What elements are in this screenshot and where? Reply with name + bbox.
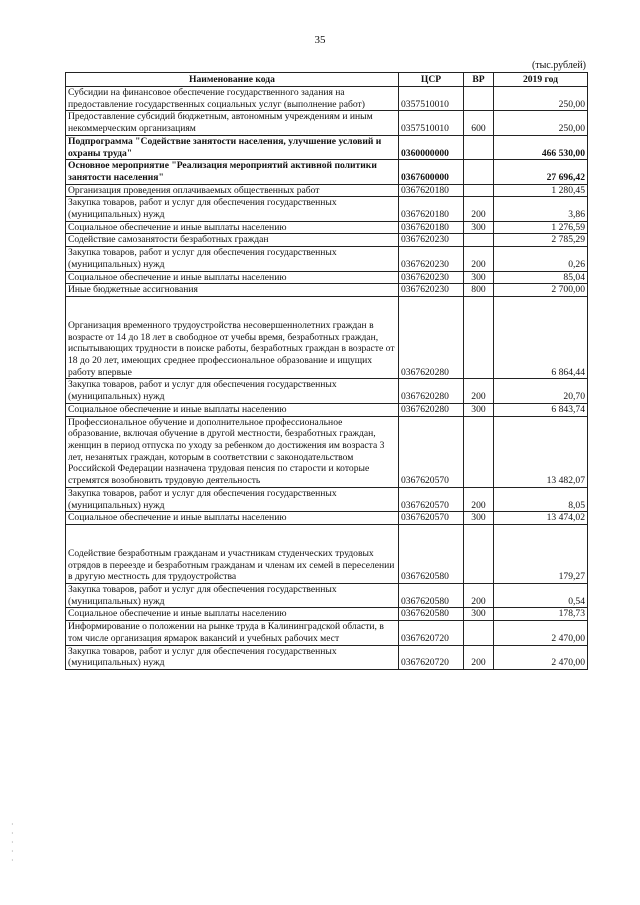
- cell-name: [66, 379, 399, 403]
- cell-vr: [464, 184, 494, 197]
- cell-csr: 0367620180: [399, 197, 464, 221]
- table-row: [66, 403, 588, 416]
- cell-csr: 0367620230: [399, 247, 464, 271]
- header-csr: ЦСР: [399, 73, 464, 87]
- cell-csr: 0367620580: [399, 524, 464, 583]
- cell-vr: [464, 416, 494, 487]
- cell-name: [66, 608, 399, 621]
- cell-csr: 0367620230: [399, 234, 464, 247]
- cell-name: [66, 184, 399, 197]
- cell-vr: 200: [464, 584, 494, 608]
- cell-csr: 0367620230: [399, 271, 464, 284]
- cell-name-text: Организация проведения оплачиваемых общественных работ: [68, 184, 320, 196]
- cell-vr: 300: [464, 221, 494, 234]
- cell-csr: 0367620570: [399, 512, 464, 525]
- cell-vr: [464, 160, 494, 184]
- cell-vr: [464, 296, 494, 379]
- header-vr: ВР: [464, 73, 494, 87]
- cell-vr: [464, 135, 494, 159]
- table-row: [66, 296, 588, 379]
- cell-sum: 3,86: [494, 197, 588, 221]
- cell-vr: 200: [464, 197, 494, 221]
- cell-sum: 85,04: [494, 271, 588, 284]
- cell-csr: 0367620570: [399, 487, 464, 511]
- cell-vr: 200: [464, 487, 494, 511]
- cell-vr: 800: [464, 284, 494, 297]
- table-row: [66, 645, 588, 669]
- table-row: [66, 135, 588, 159]
- cell-name: [66, 111, 399, 135]
- table-row: [66, 197, 588, 221]
- cell-sum: 250,00: [494, 87, 588, 111]
- budget-table: [65, 72, 588, 670]
- table-row: [66, 221, 588, 234]
- cell-name-text: Предоставление субсидий бюджетным, автономным учреждениям и иным некоммерческим организациям: [68, 111, 373, 135]
- table-header: [66, 73, 588, 87]
- cell-name-text: Социальное обеспечение и иные выплаты населению: [68, 403, 287, 415]
- cell-vr: 300: [464, 403, 494, 416]
- cell-csr: 0367620720: [399, 621, 464, 645]
- table-row: [66, 111, 588, 135]
- cell-name: [66, 416, 399, 487]
- cell-name: [66, 584, 399, 608]
- table-row: [66, 234, 588, 247]
- cell-sum: 6 864,44: [494, 296, 588, 379]
- cell-name: [66, 197, 399, 221]
- cell-name-text: Социальное обеспечение и иные выплаты населению: [68, 221, 287, 233]
- cell-name-text: Закупка товаров, работ и услуг для обеспечения государственных (муниципальных) нужд: [68, 487, 337, 511]
- cell-sum: 179,27: [494, 524, 588, 583]
- cell-sum: 2 470,00: [494, 621, 588, 645]
- cell-name-text: Иные бюджетные ассигнования: [68, 284, 198, 296]
- cell-name-text: Закупка товаров, работ и услуг для обеспечения государственных (муниципальных) нужд: [68, 379, 337, 403]
- cell-csr: 0357510010: [399, 87, 464, 111]
- cell-name-text: Закупка товаров, работ и услуг для обеспечения государственных (муниципальных) нужд: [68, 247, 337, 270]
- table-body: [66, 87, 588, 670]
- header-year: 2019 год: [494, 73, 588, 87]
- header-name: Наименование кода: [66, 73, 399, 87]
- cell-name: [66, 487, 399, 511]
- cell-name-text: Социальное обеспечение и иные выплаты населению: [68, 271, 287, 283]
- cell-sum: 466 530,00: [494, 135, 588, 159]
- cell-name: [66, 512, 399, 525]
- units-label: (тыс.рублей): [531, 60, 586, 71]
- cell-csr: 0367620180: [399, 221, 464, 234]
- table-row: [66, 608, 588, 621]
- cell-name-text: Основное мероприятие "Реализация мероприятий активной политики занятости населения": [68, 160, 377, 183]
- cell-sum: 13 474,02: [494, 512, 588, 525]
- cell-name-text: Социальное обеспечение и иные выплаты населению: [68, 608, 287, 620]
- cell-name: [66, 524, 399, 583]
- cell-csr: 0367620180: [399, 184, 464, 197]
- table-row: [66, 621, 588, 645]
- cell-csr: 0367600000: [399, 160, 464, 184]
- cell-vr: 300: [464, 271, 494, 284]
- table-row: [66, 284, 588, 297]
- cell-name-text: Закупка товаров, работ и услуг для обеспечения государственных (муниципальных) нужд: [68, 584, 337, 607]
- cell-csr: 0367620280: [399, 403, 464, 416]
- table-row: [66, 524, 588, 583]
- cell-csr: 0367620720: [399, 645, 464, 669]
- cell-vr: [464, 621, 494, 645]
- cell-vr: 200: [464, 379, 494, 403]
- cell-csr: 0357510010: [399, 111, 464, 135]
- cell-sum: 250,00: [494, 111, 588, 135]
- cell-name-text: Субсидии на финансовое обеспечение государственного задания на предоставление государственных социальных услуг (выполнение работ): [68, 87, 365, 110]
- cell-vr: 300: [464, 512, 494, 525]
- cell-sum: 13 482,07: [494, 416, 588, 487]
- cell-csr: 0367620280: [399, 379, 464, 403]
- cell-sum: 1 280,45: [494, 184, 588, 197]
- table-row: [66, 184, 588, 197]
- cell-name-text: Закупка товаров, работ и услуг для обеспечения государственных (муниципальных) нужд: [68, 197, 337, 221]
- cell-name: [66, 621, 399, 645]
- cell-sum: 1 276,59: [494, 221, 588, 234]
- table-row: [66, 379, 588, 403]
- cell-name: [66, 271, 399, 284]
- cell-name: [66, 247, 399, 271]
- cell-vr: 300: [464, 608, 494, 621]
- table-row: [66, 87, 588, 111]
- cell-vr: 200: [464, 247, 494, 271]
- scan-edge-marks: · · · · ·: [11, 820, 14, 865]
- cell-name-text: Подпрограмма "Содействие занятости населения, улучшение условий и охраны труда": [68, 135, 382, 159]
- table-row: [66, 160, 588, 184]
- cell-vr: [464, 524, 494, 583]
- cell-name: [66, 284, 399, 297]
- cell-name: [66, 234, 399, 247]
- cell-sum: 8,05: [494, 487, 588, 511]
- cell-sum: 0,54: [494, 584, 588, 608]
- page-number: 35: [314, 34, 326, 46]
- cell-sum: 20,70: [494, 379, 588, 403]
- cell-name-text: Информирование о положении на рынке труда в Калининградской области, в том числе организация ярмарок вакансий и учебных рабочих мест: [68, 621, 384, 644]
- table-row: [66, 512, 588, 525]
- cell-csr: 0367620230: [399, 284, 464, 297]
- table-row: [66, 247, 588, 271]
- cell-vr: [464, 87, 494, 111]
- cell-name-text: Социальное обеспечение и иные выплаты населению: [68, 512, 287, 524]
- cell-sum: 0,26: [494, 247, 588, 271]
- cell-vr: 200: [464, 645, 494, 669]
- cell-csr: 0360000000: [399, 135, 464, 159]
- cell-sum: 178,73: [494, 608, 588, 621]
- cell-name: [66, 87, 399, 111]
- cell-csr: 0367620570: [399, 416, 464, 487]
- cell-name-text: Профессиональное обучение и дополнительное профессиональное образование, включая обучение в другой местности, безработных граждан, женщин в период отпуска по уходу за ребенком до достижения им возраста 3 лет, незанятых граждан, которым в соответствии с законодательством Российской Федерации назначена трудовая пенсия по старости и которые стремятся возобновить трудовую деятельность: [68, 416, 385, 487]
- cell-sum: 6 843,74: [494, 403, 588, 416]
- cell-name: [66, 160, 399, 184]
- table-row: [66, 271, 588, 284]
- cell-sum: 27 696,42: [494, 160, 588, 184]
- cell-csr: 0367620580: [399, 608, 464, 621]
- table-row: [66, 416, 588, 487]
- cell-name-text: Содействие безработным гражданам и участникам студенческих трудовых отрядов в переезде и безработным гражданам и членам их семей в переселении в другую местность для трудоустройства: [68, 547, 395, 583]
- cell-sum: 2 700,00: [494, 284, 588, 297]
- cell-name-text: Содействие самозанятости безработных граждан: [68, 234, 269, 246]
- cell-csr: 0367620580: [399, 584, 464, 608]
- table-row: [66, 584, 588, 608]
- cell-name-text: Организация временного трудоустройства несовершеннолетних граждан в возрасте от 14 до 18 лет в свободное от учебы время, безработных граждан, испытывающих трудности в поиске работы, безработных граждан в возрасте от 18 до 20 лет, имеющих среднее профессиональное образование и ищущих работу впервые: [68, 319, 395, 378]
- cell-name: [66, 221, 399, 234]
- cell-name: [66, 645, 399, 669]
- cell-name: [66, 296, 399, 379]
- cell-csr: 0367620280: [399, 296, 464, 379]
- cell-vr: 600: [464, 111, 494, 135]
- cell-name: [66, 403, 399, 416]
- cell-sum: 2 470,00: [494, 645, 588, 669]
- cell-name: [66, 135, 399, 159]
- cell-vr: [464, 234, 494, 247]
- table-row: [66, 487, 588, 511]
- cell-sum: 2 785,29: [494, 234, 588, 247]
- cell-name-text: Закупка товаров, работ и услуг для обеспечения государственных (муниципальных) нужд: [68, 645, 337, 669]
